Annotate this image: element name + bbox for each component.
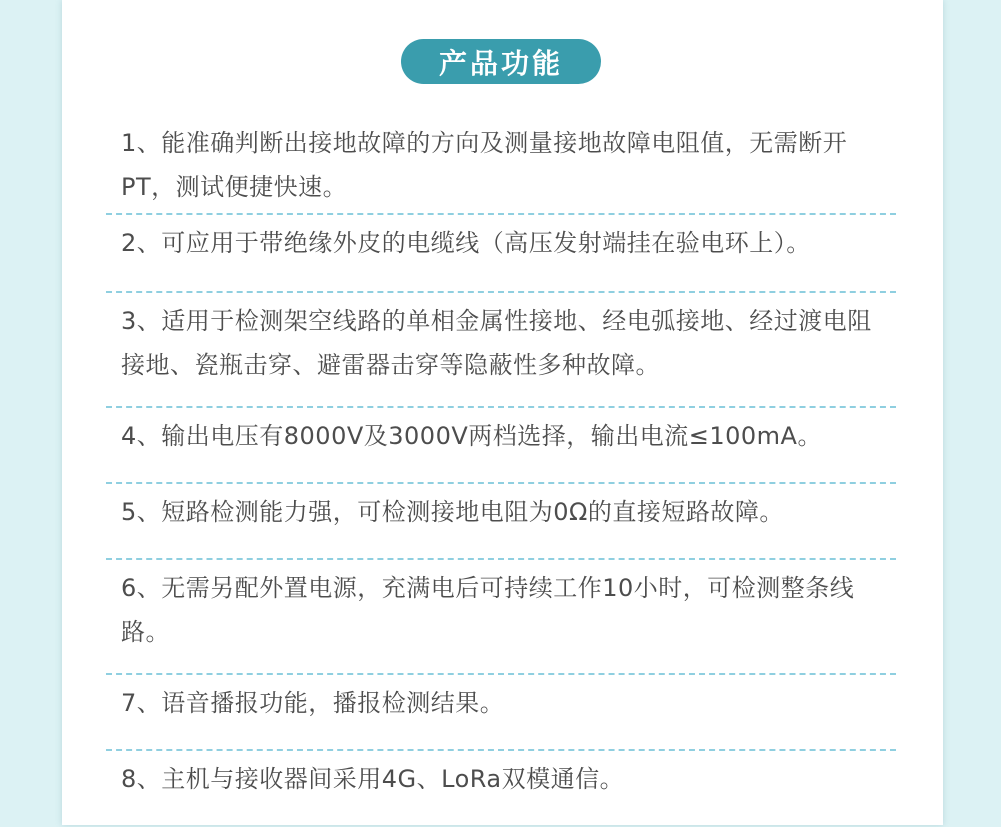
feature-item-2: 2、可应用于带绝缘外皮的电缆线（高压发射端挂在验电环上）。 — [106, 215, 896, 293]
feature-item-1: 1、能准确判断出接地故障的方向及测量接地故障电阻值，无需断开PT，测试便捷快速。 — [106, 115, 896, 215]
feature-item-6: 6、无需另配外置电源，充满电后可持续工作10小时，可检测整条线路。 — [106, 560, 896, 675]
content-card — [62, 0, 943, 825]
feature-item-7: 7、语音播报功能，播报检测结果。 — [106, 675, 896, 751]
section-title: 产品功能 — [401, 39, 601, 84]
feature-item-8: 8、主机与接收器间采用4G、LoRa双模通信。 — [121, 765, 625, 793]
feature-item-5: 5、短路检测能力强，可检测接地电阻为0Ω的直接短路故障。 — [106, 484, 896, 560]
feature-list — [106, 115, 896, 827]
background-left — [0, 0, 62, 825]
feature-item-4: 4、输出电压有8000V及3000V两档选择，输出电流≤100mA。 — [106, 408, 896, 484]
background-right — [943, 0, 1001, 825]
feature-item-3: 3、适用于检测架空线路的单相金属性接地、经电弧接地、经过渡电阻接地、瓷瓶击穿、避雷器击穿等隐蔽性多种故障。 — [106, 293, 896, 408]
